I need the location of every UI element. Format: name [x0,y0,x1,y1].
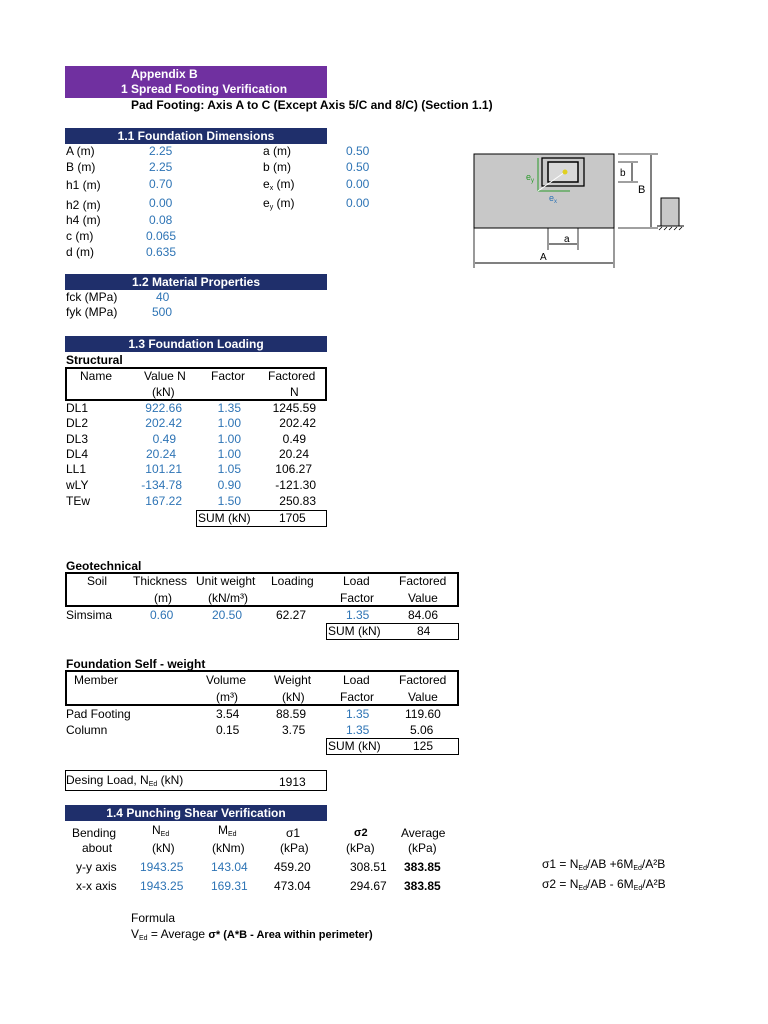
dim-label: a (m) [263,144,291,158]
col-factored-value: Factored [399,574,447,588]
table-row: DL2 202.42 1.00 202.42 [66,416,316,430]
col-factored-value-2: Value [408,591,438,605]
col-factored-n: N [290,385,299,399]
svg-text:A: A [540,252,547,263]
col-med-unit: (kNm) [212,841,245,855]
loading-title: 1.3 Foundation Loading [65,336,327,352]
material-value: 500 [152,305,173,319]
col-thickness: Thickness [133,574,188,588]
material-value: 40 [156,290,170,304]
col-about: about [82,841,113,855]
col-load-factor-2: Factor [340,591,375,605]
dim-value: 2.25 [149,160,173,174]
sigma1-equation: $\sigma 1 = N_{Ed}/AB +6M_{Ed}/A^2B$ [542,857,666,872]
self-sum-value: 125 [413,739,434,753]
col-weight-unit: (kN) [282,690,305,704]
table-row: wLY -134.78 0.90 -121.30 [66,478,316,492]
col-sigma1: σ1 [286,826,301,840]
design-load-label: Desing Load, $N_{Ed}$ (kN) [66,773,184,788]
sigma2-equation: $\sigma 2 = N_{Ed}/AB - 6M_{Ed}/A^2B$ [542,877,666,892]
col-unit-weight-unit: (kN/m³) [208,591,248,605]
dim-value: 2.25 [149,144,173,158]
formula-text: $V_{Ed}$ = Average σ* (A*B - Area within perimeter) [131,927,373,942]
col-sigma1-unit: (kPa) [280,841,309,855]
table-row: Column 0.15 3.75 1.35 5.06 [66,723,434,737]
structural-sum-value: 1705 [279,511,306,525]
dim-value: 0.08 [149,213,173,227]
dim-label: c (m) [66,229,94,243]
geo-sum-value: 84 [417,624,431,638]
design-load-value: 1913 [279,775,306,789]
col-volume-unit: (m³) [216,690,238,704]
col-bending: Bending [72,826,117,840]
col-load-factor: Load [343,673,370,687]
punching-title: 1.4 Punching Shear Verification [65,805,327,821]
dim-value: 0.50 [346,144,370,158]
table-row: DL4 20.24 1.00 20.24 [66,447,309,461]
col-average-unit: (kPa) [408,841,437,855]
material-label: fck (MPa) [66,290,118,304]
dim-label: A (m) [66,144,95,158]
dim-label: B (m) [66,160,96,174]
dim-label-ex: $e_x$ (m) [263,177,295,192]
col-load-factor-2: Factor [340,690,375,704]
dim-label: h4 (m) [66,213,101,227]
table-row: x-x axis 1943.25 169.31 473.04 294.67 383.85 [76,879,441,893]
table-row: Pad Footing 3.54 88.59 1.35 119.60 [66,707,441,721]
dim-label-ey: $e_y$ (m) [263,196,295,211]
structural-label: Structural [66,353,123,367]
col-factor: Factor [211,369,246,383]
col-thickness-unit: (m) [154,591,172,605]
dim-label: h1 (m) [66,178,101,192]
self-sum-label: SUM (kN) [328,739,381,753]
svg-text:b: b [620,168,626,179]
structural-sum-label: SUM (kN) [198,511,251,525]
svg-text:ey: $e_y$ [526,172,535,184]
svg-text:a: a [564,234,570,245]
dim-label: h2 (m) [66,198,101,212]
col-factored-value-2: Value [408,690,438,704]
dim-value: 0.50 [346,160,370,174]
dims-title: 1.1 Foundation Dimensions [65,128,327,144]
col-soil: Soil [87,574,108,588]
dim-value: 0.065 [146,229,177,243]
table-row: Simsima 0.60 20.50 62.27 1.35 84.06 [66,608,439,622]
dim-value: 0.70 [149,177,173,191]
col-sigma2-unit: (kPa) [346,841,375,855]
dim-value: 0.00 [346,196,370,210]
dim-label: b (m) [263,160,291,174]
materials-title: 1.2 Material Properties [65,274,327,290]
appendix-subtitle: 1 Spread Footing Verification [121,82,288,96]
col-factored-value: Factored [399,673,447,687]
dim-value: 0.635 [146,245,177,259]
col-value-unit: (kN) [152,385,175,399]
col-ned-unit: (kN) [152,841,175,855]
material-label: fyk (MPa) [66,305,118,319]
col-member: Member [74,673,119,687]
col-loading: Loading [271,574,314,588]
table-row: LL1 101.21 1.05 106.27 [66,462,312,476]
pad-title: Pad Footing: Axis A to C (Except Axis 5/C and 8/C) (Section 1.1) [131,98,493,112]
table-row: DL3 0.49 1.00 0.49 [66,432,306,446]
col-average: Average [401,826,446,840]
col-med: $M_{Ed}$ [218,823,237,838]
dim-value: 0.00 [149,196,173,210]
table-row: y-y axis 1943.25 143.04 459.20 308.51 383.85 [76,860,441,874]
col-name: Name [80,369,113,383]
col-value: Value N [144,369,186,383]
col-sigma2: σ2 [354,827,368,839]
appendix-label: Appendix B [131,67,198,81]
col-ned: $N_{Ed}$ [152,823,170,838]
svg-text:ex: $e_x$ [549,193,558,205]
col-weight: Weight [274,673,312,687]
dim-value: 0.00 [346,177,370,191]
col-load-factor: Load [343,574,370,588]
geo-title: Geotechnical [66,559,142,573]
col-volume: Volume [206,673,247,687]
formula-label: Formula [131,911,176,925]
svg-text:B: B [638,184,646,196]
col-unit-weight: Unit weight [196,574,256,588]
table-row: DL1 922.66 1.35 1245.59 [66,401,316,415]
col-factored: Factored [268,369,316,383]
geo-sum-label: SUM (kN) [328,624,381,638]
table-row: TEw 167.22 1.50 250.83 [66,494,316,508]
appendix-header [65,66,327,98]
dim-label: d (m) [66,245,94,259]
self-title: Foundation Self - weight [66,657,206,671]
footing-diagram [468,148,688,270]
